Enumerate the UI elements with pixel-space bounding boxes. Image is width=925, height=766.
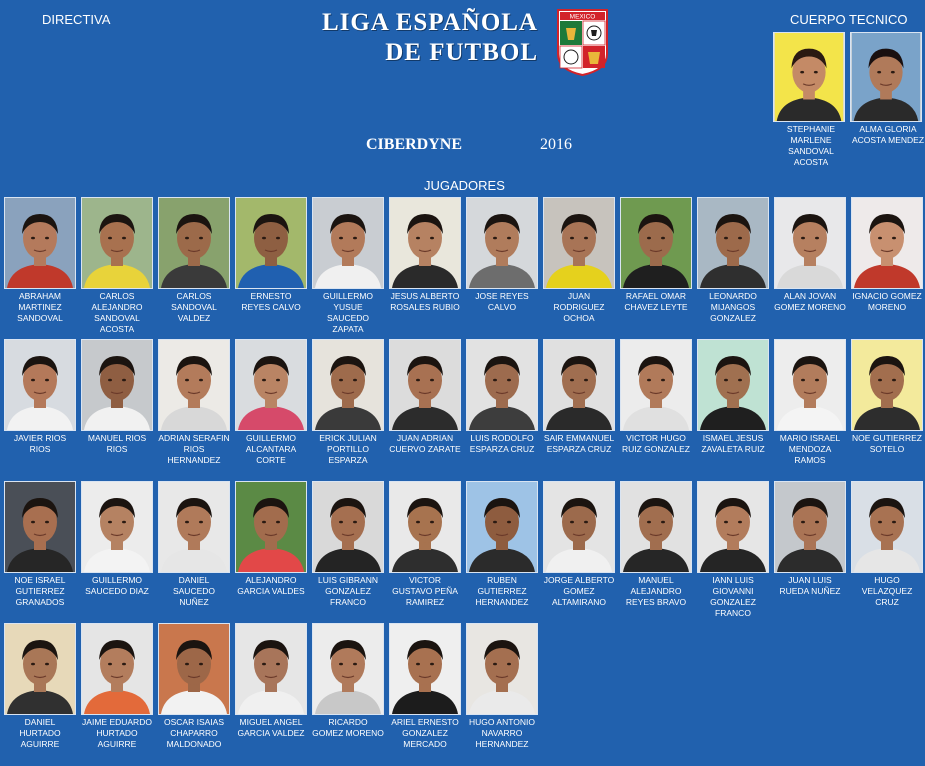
player-name: VICTOR GUSTAVO PEÑA RAMIREZ bbox=[392, 575, 458, 607]
portrait-photo bbox=[81, 197, 153, 289]
player-name: NOE GUTIERREZ SOTELO bbox=[852, 433, 922, 454]
player-card-daniel-hurtado-aguirre bbox=[4, 623, 76, 750]
portrait-photo bbox=[697, 481, 769, 573]
portrait-photo bbox=[543, 339, 615, 431]
player-name: JAIME EDUARDO HURTADO AGUIRRE bbox=[82, 717, 152, 749]
staff-card-stephanie-marlene-sandoval-acosta bbox=[773, 32, 849, 168]
player-name: GUILLERMO YUSUE SAUCEDO ZAPATA bbox=[322, 291, 374, 334]
portrait-photo bbox=[312, 339, 384, 431]
player-name: JORGE ALBERTO GOMEZ ALTAMIRANO bbox=[543, 575, 615, 607]
player-card-juan-adrian-cuervo-zarate bbox=[389, 339, 461, 455]
player-card-manuel-alejandro-reyes-bravo bbox=[620, 481, 692, 608]
player-name: RICARDO GOMEZ MORENO bbox=[312, 717, 384, 738]
player-card-jesus-alberto-rosales-rubio bbox=[389, 197, 461, 313]
player-name: CARLOS SANDOVAL VALDEZ bbox=[171, 291, 217, 323]
player-card-juan-luis-rueda-nunez bbox=[774, 481, 846, 597]
player-name: JOSE REYES CALVO bbox=[475, 291, 529, 312]
league-title-line2: DE FUTBOL bbox=[385, 39, 538, 66]
player-card-ignacio-gomez-moreno bbox=[851, 197, 923, 313]
player-card-luis-gibrann-gonzalez-franco bbox=[312, 481, 384, 608]
portrait-photo bbox=[235, 481, 307, 573]
player-card-guillermo-saucedo-diaz bbox=[81, 481, 153, 597]
portrait-photo bbox=[774, 197, 846, 289]
portrait-photo bbox=[235, 197, 307, 289]
player-name: JAVIER RIOS RIOS bbox=[13, 433, 67, 454]
portrait-photo bbox=[851, 197, 923, 289]
portrait-photo bbox=[4, 339, 76, 431]
player-name: JESUS ALBERTO ROSALES RUBIO bbox=[390, 291, 460, 312]
portrait-photo bbox=[389, 339, 461, 431]
player-card-abraham-martinez-sandoval bbox=[4, 197, 76, 324]
staff-name: STEPHANIE MARLENE SANDOVAL ACOSTA bbox=[786, 124, 836, 167]
portrait-photo bbox=[81, 623, 153, 715]
player-name: ABRAHAM MARTINEZ SANDOVAL bbox=[17, 291, 63, 323]
portrait-photo bbox=[773, 32, 845, 122]
league-title-line1: LIGA ESPAÑOLA bbox=[321, 9, 538, 36]
player-name: JUAN ADRIAN CUERVO ZARATE bbox=[389, 433, 461, 454]
player-card-carlos-sandoval-valdez bbox=[158, 197, 230, 324]
portrait-photo bbox=[81, 481, 153, 573]
portrait-photo bbox=[466, 623, 538, 715]
portrait-photo bbox=[81, 339, 153, 431]
portrait-photo bbox=[4, 481, 76, 573]
player-name: LEONARDO MIJANGOS GONZALEZ bbox=[709, 291, 757, 323]
player-name: JUAN RODRIGUEZ OCHOA bbox=[553, 291, 605, 323]
portrait-photo bbox=[620, 481, 692, 573]
player-name: MANUEL RIOS RIOS bbox=[87, 433, 147, 454]
player-name: HUGO ANTONIO NAVARRO HERNANDEZ bbox=[469, 717, 535, 749]
player-card-hugo-antonio-navarro-hernandez bbox=[466, 623, 538, 750]
portrait-photo bbox=[543, 197, 615, 289]
player-name: DANIEL HURTADO AGUIRRE bbox=[19, 717, 61, 749]
player-name: MIGUEL ANGEL GARCIA VALDEZ bbox=[237, 717, 305, 738]
player-name: LUIS RODOLFO ESPARZA CRUZ bbox=[469, 433, 535, 454]
player-name: SAIR EMMANUEL ESPARZA CRUZ bbox=[543, 433, 615, 454]
player-card-guillermo-alcantara-corte bbox=[235, 339, 307, 466]
player-card-hugo-velazquez-cruz bbox=[851, 481, 923, 608]
player-card-guillermo-yusue-saucedo-zapata bbox=[312, 197, 384, 335]
player-card-mario-israel-mendoza-ramos bbox=[774, 339, 846, 466]
player-name: GUILLERMO ALCANTARA CORTE bbox=[245, 433, 297, 465]
portrait-photo bbox=[466, 481, 538, 573]
team-year: 2016 bbox=[540, 136, 572, 153]
portrait-photo bbox=[312, 481, 384, 573]
staff-name: ALMA GLORIA ACOSTA MENDEZ bbox=[851, 124, 925, 145]
player-card-ricardo-gomez-moreno bbox=[312, 623, 384, 739]
portrait-photo bbox=[466, 339, 538, 431]
player-name: ISMAEL JESUS ZAVALETA RUIZ bbox=[701, 433, 765, 454]
portrait-photo bbox=[697, 197, 769, 289]
portrait-photo bbox=[389, 623, 461, 715]
portrait-photo bbox=[620, 197, 692, 289]
portrait-photo bbox=[158, 623, 230, 715]
player-name: ADRIAN SERAFIN RIOS HERNANDEZ bbox=[158, 433, 230, 465]
player-name: GUILLERMO SAUCEDO DIAZ bbox=[85, 575, 149, 596]
player-card-ismael-jesus-zavaleta-ruiz bbox=[697, 339, 769, 455]
logo-text: MEXICO bbox=[569, 13, 596, 21]
player-card-sair-emmanuel-esparza-cruz bbox=[543, 339, 615, 455]
portrait-photo bbox=[4, 197, 76, 289]
player-name: NOE ISRAEL GUTIERREZ GRANADOS bbox=[14, 575, 66, 607]
player-name: JUAN LUIS RUEDA NUÑEZ bbox=[779, 575, 841, 596]
player-card-ariel-ernesto-gonzalez-mercado bbox=[389, 623, 461, 750]
player-name: LUIS GIBRANN GONZALEZ FRANCO bbox=[318, 575, 378, 607]
portrait-photo bbox=[389, 197, 461, 289]
portrait-photo bbox=[235, 339, 307, 431]
player-name: DANIEL SAUCEDO NUÑEZ bbox=[172, 575, 216, 607]
portrait-photo bbox=[774, 339, 846, 431]
league-logo bbox=[556, 8, 609, 77]
player-card-luis-rodolfo-esparza-cruz bbox=[466, 339, 538, 455]
portrait-photo bbox=[4, 623, 76, 715]
player-card-adrian-serafin-rios-hernandez bbox=[158, 339, 230, 466]
player-card-noe-gutierrez-sotelo bbox=[851, 339, 923, 455]
portrait-photo bbox=[158, 339, 230, 431]
team-name: CIBERDYNE bbox=[366, 136, 463, 153]
player-card-jaime-eduardo-hurtado-aguirre bbox=[81, 623, 153, 750]
player-card-javier-rios-rios bbox=[4, 339, 76, 455]
portrait-photo bbox=[774, 481, 846, 573]
portrait-photo bbox=[697, 339, 769, 431]
player-card-leonardo-mijangos-gonzalez bbox=[697, 197, 769, 324]
portrait-photo bbox=[466, 197, 538, 289]
directiva-label: DIRECTIVA bbox=[42, 12, 111, 27]
player-card-daniel-saucedo-nunez bbox=[158, 481, 230, 608]
player-name: IANN LUIS GIOVANNI GONZALEZ FRANCO bbox=[710, 575, 756, 618]
player-name: MARIO ISRAEL MENDOZA RAMOS bbox=[779, 433, 841, 465]
player-card-oscar-isaias-chaparro-maldonado bbox=[158, 623, 230, 750]
portrait-photo bbox=[620, 339, 692, 431]
player-card-alan-jovan-gomez-moreno bbox=[774, 197, 846, 313]
portrait-photo bbox=[312, 197, 384, 289]
player-card-juan-rodriguez-ochoa bbox=[543, 197, 615, 324]
player-card-ernesto-reyes-calvo bbox=[235, 197, 307, 313]
players-label: JUGADORES bbox=[424, 178, 505, 193]
player-card-carlos-alejandro-sandoval-acosta bbox=[81, 197, 153, 335]
portrait-photo bbox=[543, 481, 615, 573]
player-name: ALEJANDRO GARCIA VALDES bbox=[237, 575, 305, 596]
player-card-ruben-gutierrez-hernandez bbox=[466, 481, 538, 608]
player-card-erick-julian-portillo-esparza bbox=[312, 339, 384, 466]
cuerpo-tecnico-label: CUERPO TECNICO bbox=[790, 12, 908, 27]
player-name: IGNACIO GOMEZ MORENO bbox=[852, 291, 922, 312]
portrait-photo bbox=[389, 481, 461, 573]
player-card-iann-luis-giovanni-gonzalez-franco bbox=[697, 481, 769, 619]
player-card-rafael-omar-chavez-leyte bbox=[620, 197, 692, 313]
player-card-noe-israel-gutierrez-granados bbox=[4, 481, 76, 608]
player-card-manuel-rios-rios bbox=[81, 339, 153, 455]
player-name: RAFAEL OMAR CHAVEZ LEYTE bbox=[624, 291, 688, 312]
portrait-photo bbox=[851, 481, 923, 573]
portrait-photo bbox=[235, 623, 307, 715]
player-card-victor-hugo-ruiz-gonzalez bbox=[620, 339, 692, 455]
player-card-victor-gustavo-pena-ramirez bbox=[389, 481, 461, 608]
player-name: VICTOR HUGO RUIZ GONZALEZ bbox=[621, 433, 690, 454]
player-card-jose-reyes-calvo bbox=[466, 197, 538, 313]
player-name: RUBEN GUTIERREZ HERNANDEZ bbox=[475, 575, 529, 607]
league-title bbox=[250, 8, 538, 68]
player-name: CARLOS ALEJANDRO SANDOVAL ACOSTA bbox=[91, 291, 143, 334]
player-card-jorge-alberto-gomez-altamirano bbox=[543, 481, 615, 608]
player-name: ALAN JOVAN GOMEZ MORENO bbox=[774, 291, 846, 312]
staff-card-alma-gloria-acosta-mendez bbox=[850, 32, 925, 146]
player-name: HUGO VELAZQUEZ CRUZ bbox=[861, 575, 913, 607]
player-name: ARIEL ERNESTO GONZALEZ MERCADO bbox=[391, 717, 459, 749]
player-name: MANUEL ALEJANDRO REYES BRAVO bbox=[625, 575, 687, 607]
player-card-alejandro-garcia-valdes bbox=[235, 481, 307, 597]
player-name: ERNESTO REYES CALVO bbox=[241, 291, 301, 312]
player-name: ERICK JULIAN PORTILLO ESPARZA bbox=[319, 433, 377, 465]
player-card-miguel-angel-garcia-valdez bbox=[235, 623, 307, 739]
portrait-photo bbox=[312, 623, 384, 715]
portrait-photo bbox=[850, 32, 922, 122]
portrait-photo bbox=[158, 197, 230, 289]
portrait-photo bbox=[851, 339, 923, 431]
player-name: OSCAR ISAIAS CHAPARRO MALDONADO bbox=[164, 717, 224, 749]
portrait-photo bbox=[158, 481, 230, 573]
